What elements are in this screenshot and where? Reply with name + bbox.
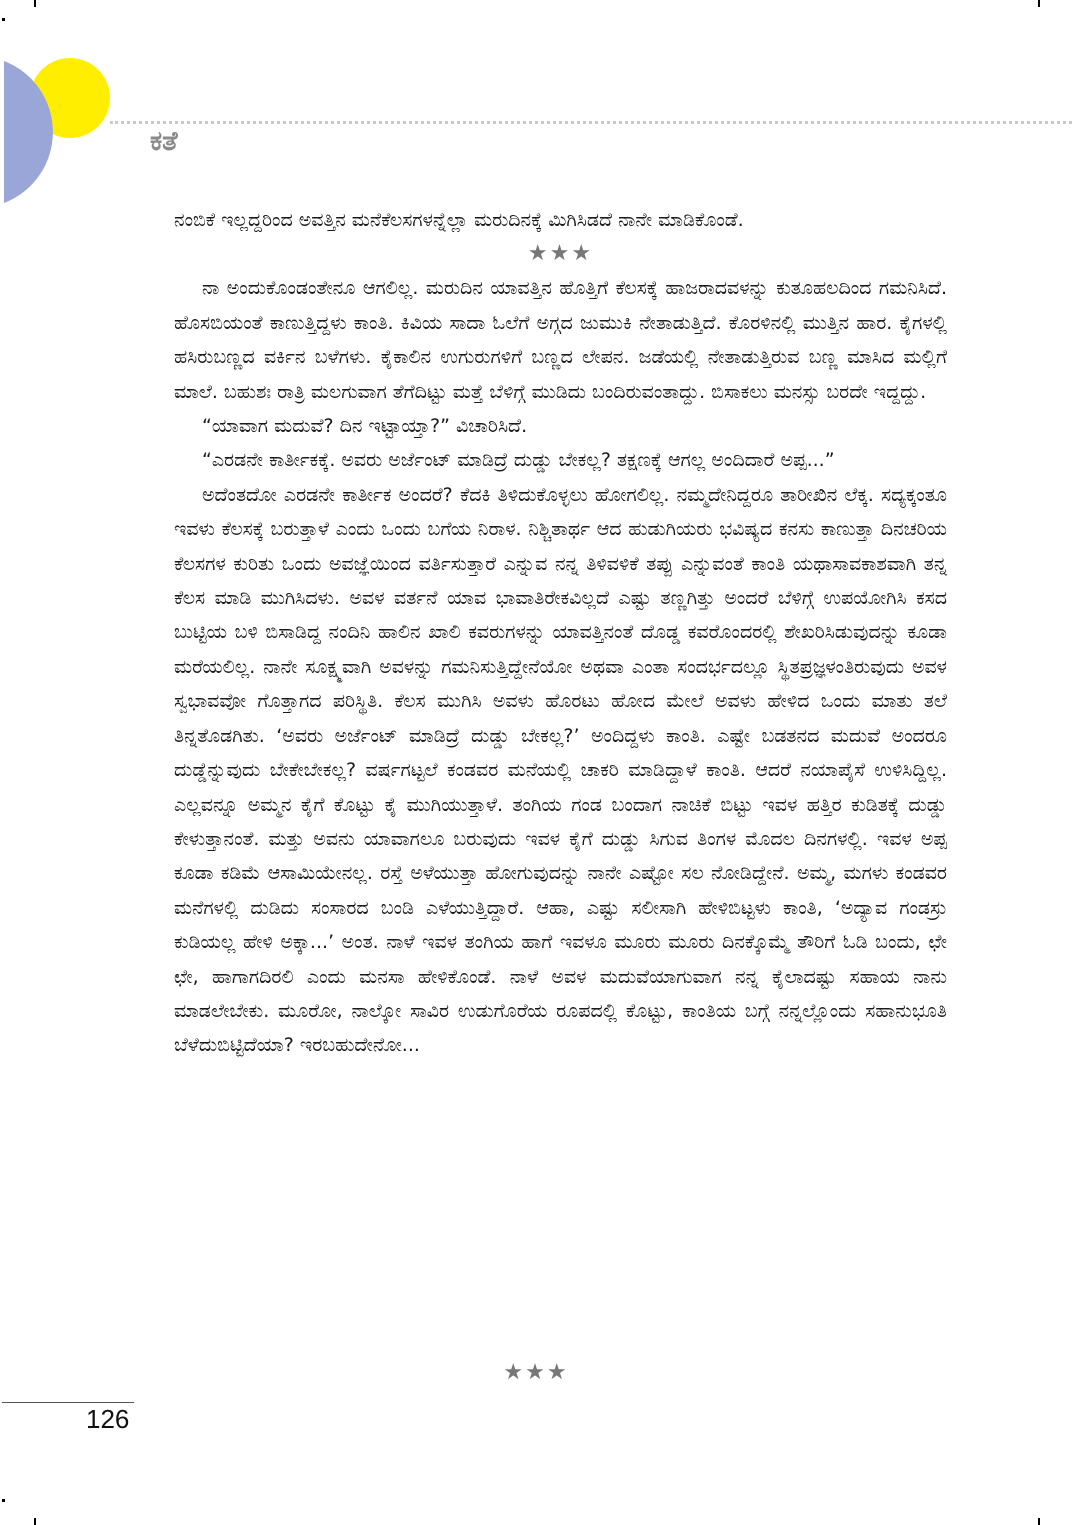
crop-mark [1038, 0, 1040, 7]
crop-mark [34, 0, 36, 7]
crop-mark [2, 1499, 5, 1502]
page-number: 126 [86, 1404, 130, 1434]
paragraph: ನಂಬಿಕೆ ಇಲ್ಲದ್ದರಿಂದ ಅವತ್ತಿನ ಮನೆಕೆಲಸಗಳನ್ನೆಲ್ಲಾ ಮರುದಿನಕ್ಕೆ ಮಿಗಿಸಿಡದೆ ನಾನೇ ಮಾಡಿಕೊಂಡೆ. [174, 209, 744, 231]
story-body [174, 203, 947, 1063]
paragraph: ನಾ ಅಂದುಕೊಂಡಂತೇನೂ ಆಗಲಿಲ್ಲ. ಮರುದಿನ ಯಾವತ್ತಿನ ಹೊತ್ತಿಗೆ ಕೆಲಸಕ್ಕೆ ಹಾಜರಾದವಳನ್ನು ಕುತೂಹಲದಿಂದ ಗಮನಿಸಿದೆ. ಹೊಸಬಿಯಂತೆ ಕಾಣುತ್ತಿದ್ದಳು ಕಾಂತಿ. ಕಿವಿಯ ಸಾದಾ ಓಲೆಗೆ ಅಗ್ಗದ ಜುಮುಕಿ ನೇತಾಡುತ್ತಿದೆ. ಕೊರಳಿನಲ್ಲಿ ಮುತ್ತಿನ ಹಾರ. ಕೈಗಳಲ್ಲಿ ಹಸಿರುಬಣ್ಣದ ವರ್ಕಿನ ಬಳೆಗಳು. ಕೈಕಾಲಿನ ಉಗುರುಗಳಿಗೆ ಬಣ್ಣದ ಲೇಪನ. ಜಡೆಯಲ್ಲಿ ನೇತಾಡುತ್ತಿರುವ ಬಣ್ಣ ಮಾಸಿದ ಮಲ್ಲಿಗೆ ಮಾಲೆ. ಬಹುಶಃ ರಾತ್ರಿ ಮಲಗುವಾಗ ತೆಗೆದಿಟ್ಟು ಮತ್ತೆ ಬೆಳಿಗ್ಗೆ ಮುಡಿದು ಬಂದಿರುವಂತಾದ್ದು. ಬಿಸಾಕಲು ಮನಸ್ಸು ಬರದೇ ಇದ್ದದ್ದು. [174, 277, 947, 403]
crop-mark [34, 1518, 36, 1525]
paragraph: “ಯಾವಾಗ ಮದುವೆ? ದಿನ ಇಟ್ಟಾಯ್ತಾ?” ವಿಚಾರಿಸಿದೆ. [202, 415, 528, 438]
paragraph: ಅದೆಂತದೋ ಎರಡನೇ ಕಾರ್ತೀಕ ಅಂದರೆ? ಕೆದಕಿ ತಿಳಿದುಕೊಳ್ಳಲು ಹೋಗಲಿಲ್ಲ. ನಮ್ಮದೇನಿದ್ದರೂ ತಾರೀಖಿನ ಲೆಕ್ಕ. ಸದ್ಯಕ್ಕಂತೂ ಇವಳು ಕೆಲಸಕ್ಕೆ ಬರುತ್ತಾಳೆ ಎಂದು ಒಂದು ಬಗೆಯ ನಿರಾಳ. ನಿಶ್ಚಿತಾರ್ಥ ಆದ ಹುಡುಗಿಯರು ಭವಿಷ್ಯದ ಕನಸು ಕಾಣುತ್ತಾ ದಿನಚರಿಯ ಕೆಲಸಗಳ ಕುರಿತು ಒಂದು ಅವಜ್ಞೆಯಿಂದ ವರ್ತಿಸುತ್ತಾರೆ ಎನ್ನುವ ನನ್ನ ತಿಳಿವಳಿಕೆ ತಪ್ಪು ಎನ್ನುವಂತೆ ಕಾಂತಿ ಯಥಾಸಾವಕಾಶವಾಗಿ ತನ್ನ ಕೆಲಸ ಮಾಡಿ ಮುಗಿಸಿದಳು. ಅವಳ ವರ್ತನೆ ಯಾವ ಭಾವಾತಿರೇಕವಿಲ್ಲದೆ ಎಷ್ಟು ತಣ್ಣಗಿತ್ತು ಅಂದರೆ ಬೆಳಿಗ್ಗೆ ಉಪಯೋಗಿಸಿ ಕಸದ ಬುಟ್ಟಿಯ ಬಳಿ ಬಿಸಾಡಿದ್ದ ನಂದಿನಿ ಹಾಲಿನ ಖಾಲಿ ಕವರುಗಳನ್ನು ಯಾವತ್ತಿನಂತೆ ದೊಡ್ಡ ಕವರೊಂದರಲ್ಲಿ ಶೇಖರಿಸಿಡುವುದನ್ನು ಕೂಡಾ ಮರೆಯಲಿಲ್ಲ. ನಾನೇ ಸೂಕ್ಷ್ಮವಾಗಿ ಅವಳನ್ನು ಗಮನಿಸುತ್ತಿದ್ದೇನೆಯೋ ಅಥವಾ ಎಂತಾ ಸಂದರ್ಭದಲ್ಲೂ ಸ್ಥಿತಪ್ರಜ್ಞಳಂತಿರುವುದು ಅವಳ ಸ್ವಭಾವವೋ ಗೊತ್ತಾಗದ ಪರಿಸ್ಥಿತಿ. ಕೆಲಸ ಮುಗಿಸಿ ಅವಳು ಹೊರಟು ಹೋದ ಮೇಲೆ ಅವಳು ಹೇಳಿದ ಒಂದು ಮಾತು ತಲೆ ತಿನ್ನತೊಡಗಿತು. ‘ಅವರು ಅರ್ಜೆಂಟ್ ಮಾಡಿದ್ರೆ ದುಡ್ಡು ಬೇಕಲ್ಲ?’ ಅಂದಿದ್ದಳು ಕಾಂತಿ. ಎಷ್ಟೇ ಬಡತನದ ಮದುವೆ ಅಂದರೂ ದುಡ್ಡೆನ್ನುವುದು ಬೇಕೇಬೇಕಲ್ಲ? ವರ್ಷಗಟ್ಟಲೆ ಕಂಡವರ ಮನೆಯಲ್ಲಿ ಚಾಕರಿ ಮಾಡಿದ್ದಾಳೆ ಕಾಂತಿ. ಆದರೆ ನಯಾಪೈಸೆ ಉಳಿಸಿದ್ದಿಲ್ಲ. ಎಲ್ಲವನ್ನೂ ಅಮ್ಮನ ಕೈಗೆ ಕೊಟ್ಟು ಕೈ ಮುಗಿಯುತ್ತಾಳೆ. ತಂಗಿಯ ಗಂಡ ಬಂದಾಗ ನಾಚಿಕೆ ಬಿಟ್ಟು ಇವಳ ಹತ್ತಿರ ಕುಡಿತಕ್ಕೆ ದುಡ್ಡು ಕೇಳುತ್ತಾನಂತೆ. ಮತ್ತು ಅವನು ಯಾವಾಗಲೂ ಬರುವುದು ಇವಳ ಕೈಗೆ ದುಡ್ಡು ಸಿಗುವ ತಿಂಗಳ ಮೊದಲ ದಿನಗಳಲ್ಲಿ. ಇವಳ ಅಪ್ಪ ಕೂಡಾ ಕಡಿಮೆ ಆಸಾಮಿಯೇನಲ್ಲ. ರಸ್ತೆ ಅಳೆಯುತ್ತಾ ಹೋಗುವುದನ್ನು ನಾನೇ ಎಷ್ಟೋ ಸಲ ನೋಡಿದ್ದೇನೆ. ಅಮ್ಮ, ಮಗಳು ಕಂಡವರ ಮನೆಗಳಲ್ಲಿ ದುಡಿದು ಸಂಸಾರದ ಬಂಡಿ ಎಳೆಯುತ್ತಿದ್ದಾರೆ. ಆಹಾ, ಎಷ್ಟು ಸಲೀಸಾಗಿ ಹೇಳಿಬಿಟ್ಟಳು ಕಾಂತಿ, ‘ಅದ್ಯಾವ ಗಂಡಸ್ರು ಕುಡಿಯಲ್ಲ ಹೇಳಿ ಅಕ್ಕಾ...’ ಅಂತ. ನಾಳೆ ಇವಳ ತಂಗಿಯ ಹಾಗೆ ಇವಳೂ ಮೂರು ಮೂರು ದಿನಕ್ಕೊಮ್ಮೆ ತೌರಿಗೆ ಓಡಿ ಬಂದು, ಛೇ ಛೇ, ಹಾಗಾಗದಿರಲಿ ಎಂದು ಮನಸಾ ಹೇಳಿಕೊಂಡೆ. ನಾಳೆ ಅವಳ ಮದುವೆಯಾಗುವಾಗ ನನ್ನ ಕೈಲಾದಷ್ಟು ಸಹಾಯ ನಾನು ಮಾಡಲೇಬೇಕು. ಮೂರೋ, ನಾಲ್ಕೋ ಸಾವಿರ ಉಡುಗೊರೆಯ ರೂಪದಲ್ಲಿ ಕೊಟ್ಟು, ಕಾಂತಿಯ ಬಗ್ಗೆ ನನ್ನಲ್ಲೊಂದು ಸಹಾನುಭೂತಿ ಬೆಳೆದುಬಿಟ್ಟಿದೆಯಾ? ಇರಬಹುದೇನೋ... [174, 483, 947, 1057]
paragraph: “ಎರಡನೇ ಕಾರ್ತೀಕಕ್ಕೆ. ಅವರು ಅರ್ಜೆಂಟ್ ಮಾಡಿದ್ರೆ ದುಡ್ಡು ಬೇಕಲ್ಲ? ತಕ್ಷಣಕ್ಕೆ ಆಗಲ್ಲ ಅಂದಿದಾರೆ ಅಪ್ಪ...” [202, 449, 835, 472]
section-separator: ★★★ [503, 1360, 569, 1385]
section-separator: ★★★ [527, 241, 594, 267]
crop-mark [2, 18, 5, 21]
crop-mark [1038, 1518, 1040, 1525]
header-dotted-rule [110, 121, 1072, 124]
section-title: ಕತೆ [150, 126, 178, 157]
header-decoration [0, 50, 130, 260]
footer-rule [2, 1402, 134, 1403]
